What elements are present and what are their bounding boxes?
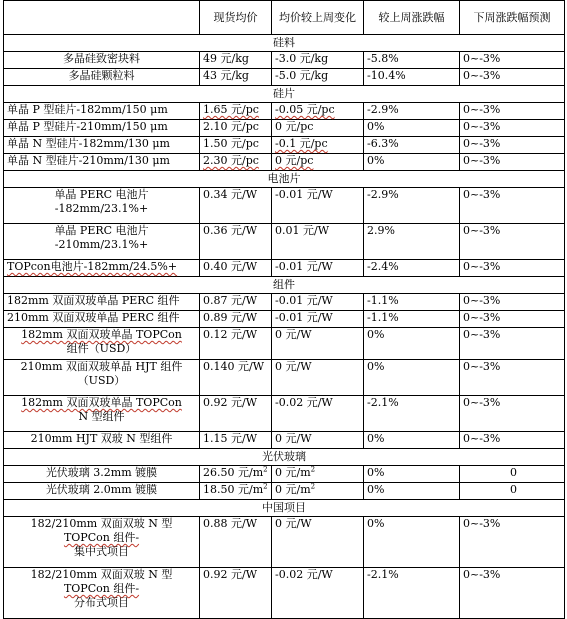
pct-change: 0% [364, 466, 460, 483]
header-weekly-change: 均价较上周变化 [272, 1, 364, 35]
superscript: 2 [263, 465, 268, 474]
forecast: 0~-3% [460, 52, 565, 69]
section-module [4, 277, 565, 294]
pct-change: -5.8% [364, 52, 460, 69]
spot-price: 0.34 元/W [200, 188, 272, 224]
pct-change: -2.4% [364, 260, 460, 277]
section-title: 硅片 [4, 86, 565, 103]
table-row [4, 466, 565, 483]
price-change: -0.01 元/W [272, 260, 364, 277]
product-name-line [7, 531, 196, 545]
price-change-value: 0 元/pc [275, 154, 314, 167]
header-forecast: 下周涨跌幅预测 [460, 1, 565, 35]
spot-price-value: 18.50 元/m [203, 483, 264, 496]
product-name-line: （USD） [77, 374, 126, 387]
product-name: 单晶 N 型硅片-210mm/130 μm [4, 154, 200, 171]
section-title: 硅料 [4, 35, 565, 52]
spot-price [200, 103, 272, 120]
forecast: 0~-3% [460, 69, 565, 86]
price-change: -0.02 元/W [272, 568, 364, 619]
spot-price: 0.92 元/W [200, 568, 272, 619]
product-name-line: 分布式项目 [74, 596, 129, 609]
section-polysilicon [4, 35, 565, 52]
product-name-text: TOPCon 组件- [63, 582, 140, 595]
table-row [4, 69, 565, 86]
pct-change: 0% [364, 360, 460, 396]
forecast: 0~-3% [460, 260, 565, 277]
product-name-line: 单晶 PERC 电池片 [54, 224, 149, 237]
table-row [4, 137, 565, 154]
pct-change: -1.1% [364, 294, 460, 311]
table-row [4, 396, 565, 432]
spot-price: 43 元/kg [200, 69, 272, 86]
pct-change: 0% [364, 120, 460, 137]
section-title: 电池片 [4, 171, 565, 188]
product-name-line: 集中式项目 [74, 545, 129, 558]
product-name-text: 182mm 双面双玻单晶 TOPCon [21, 396, 182, 409]
spot-price-value: 26.50 元/m [203, 466, 264, 479]
product-name: 单晶 P 型硅片-182mm/150 μm [4, 103, 200, 120]
pct-change: 0% [364, 328, 460, 360]
spot-price: 1.50 元/pc [200, 137, 272, 154]
product-name: 多晶硅致密块料 [4, 52, 200, 69]
spot-price: 0.40 元/W [200, 260, 272, 277]
forecast: 0~-3% [460, 294, 565, 311]
pct-change: 0% [364, 517, 460, 568]
price-change [272, 154, 364, 171]
spot-price [200, 483, 272, 500]
product-name: 182mm 双面双玻单晶 PERC 组件 [4, 294, 200, 311]
product-name-line: 182/210mm 双面双玻 N 型 [30, 517, 173, 530]
header-product [4, 1, 200, 35]
table-row [4, 311, 565, 328]
product-name-line: -210mm/23.1%+ [54, 238, 149, 251]
superscript: 2 [310, 465, 316, 474]
product-name: 光伏玻璃 2.0mm 镀膜 [4, 483, 200, 500]
product-name-line: 182/210mm 双面双玻 N 型 [30, 568, 173, 581]
forecast: 0~-3% [460, 311, 565, 328]
product-name-line: 组件（USD） [66, 342, 137, 355]
section-china-project [4, 500, 565, 517]
table-row [4, 52, 565, 69]
price-change-value: -0.1 元/pc [275, 137, 328, 150]
price-change: -0.01 元/W [272, 294, 364, 311]
table-row [4, 360, 565, 396]
forecast: 0 [460, 483, 565, 500]
product-name [4, 396, 200, 432]
price-change: -0.01 元/W [272, 311, 364, 328]
forecast: 0 [460, 466, 565, 483]
table-row [4, 188, 565, 224]
product-name: 210mm 双面双玻单晶 PERC 组件 [4, 311, 200, 328]
table-row [4, 483, 565, 500]
product-name-line [7, 328, 196, 342]
spot-price: 0.87 元/W [200, 294, 272, 311]
forecast: 0~-3% [460, 154, 565, 171]
price-change: 0 元/W [272, 432, 364, 449]
price-change: 0 元/W [272, 360, 364, 396]
product-name: 光伏玻璃 3.2mm 镀膜 [4, 466, 200, 483]
product-name-line: -182mm/23.1%+ [54, 202, 149, 215]
table-row [4, 568, 565, 619]
pct-change: -2.1% [364, 396, 460, 432]
price-change: 0.01 元/W [272, 224, 364, 260]
forecast: 0~-3% [460, 137, 565, 154]
spot-price: 0.140 元/W [200, 360, 272, 396]
pct-change: -2.1% [364, 568, 460, 619]
product-name-text: 182mm 双面双玻单晶 TOPCon [21, 328, 182, 341]
price-change-value: 0 元/m [275, 483, 311, 496]
superscript: 2 [263, 482, 268, 491]
pct-change: 0% [364, 154, 460, 171]
product-name-line [7, 582, 196, 596]
spot-price: 0.12 元/W [200, 328, 272, 360]
pct-change: -10.4% [364, 69, 460, 86]
spot-price [200, 466, 272, 483]
forecast: 0~-3% [460, 396, 565, 432]
table-row [4, 432, 565, 449]
product-name [4, 568, 200, 619]
table-row [4, 517, 565, 568]
spot-price: 0.89 元/W [200, 311, 272, 328]
forecast: 0~-3% [460, 517, 565, 568]
product-name-line: N 型组件 [78, 410, 125, 423]
price-change-value: -0.05 元/pc [275, 103, 335, 116]
product-name [4, 517, 200, 568]
table-row [4, 154, 565, 171]
spot-price-value: 2.30 元/pc [203, 154, 259, 167]
spot-price: 49 元/kg [200, 52, 272, 69]
table-row [4, 260, 565, 277]
spot-price: 0.88 元/W [200, 517, 272, 568]
product-name-line: 210mm 双面双玻单晶 HJT 组件 [20, 360, 183, 373]
pct-change: 0% [364, 432, 460, 449]
forecast: 0~-3% [460, 103, 565, 120]
pct-change: -2.9% [364, 188, 460, 224]
product-name-line [7, 396, 196, 410]
product-name-text: TOPCon 组件- [63, 531, 140, 544]
table-row [4, 120, 565, 137]
price-change: -5.0 元/kg [272, 69, 364, 86]
spot-price [200, 154, 272, 171]
table-row [4, 224, 565, 260]
pct-change: 2.9% [364, 224, 460, 260]
forecast: 0~-3% [460, 568, 565, 619]
price-table [3, 0, 565, 619]
superscript: 2 [310, 482, 316, 491]
product-name [4, 260, 200, 277]
price-change: 0 元/W [272, 517, 364, 568]
forecast: 0~-3% [460, 432, 565, 449]
section-title: 中国项目 [4, 500, 565, 517]
price-change: -0.02 元/W [272, 396, 364, 432]
spot-price-value: 1.65 元/pc [203, 103, 259, 116]
forecast: 0~-3% [460, 120, 565, 137]
table-row [4, 294, 565, 311]
product-name-text: TOPcon电池片-182mm/24.5%+ [7, 260, 178, 273]
forecast: 0~-3% [460, 328, 565, 360]
section-pv-glass [4, 449, 565, 466]
pct-change: 0% [364, 483, 460, 500]
price-change [272, 483, 364, 500]
forecast: 0~-3% [460, 188, 565, 224]
price-change [272, 103, 364, 120]
header-weekly-pct: 较上周涨跌幅 [364, 1, 460, 35]
forecast: 0~-3% [460, 360, 565, 396]
spot-price: 2.10 元/pc [200, 120, 272, 137]
product-name [4, 188, 200, 224]
product-name: 单晶 P 型硅片-210mm/150 μm [4, 120, 200, 137]
pct-change: -2.9% [364, 103, 460, 120]
table-row [4, 328, 565, 360]
price-change: -3.0 元/kg [272, 52, 364, 69]
price-change [272, 137, 364, 154]
section-wafer [4, 86, 565, 103]
product-name: 210mm HJT 双玻 N 型组件 [4, 432, 200, 449]
product-name [4, 360, 200, 396]
section-title: 组件 [4, 277, 565, 294]
price-change-value: 0 元/m [275, 466, 311, 479]
price-change: 0 元/pc [272, 120, 364, 137]
pct-change: -1.1% [364, 311, 460, 328]
forecast: 0~-3% [460, 224, 565, 260]
price-change: 0 元/W [272, 328, 364, 360]
pct-change: -6.3% [364, 137, 460, 154]
header-row [4, 1, 565, 35]
product-name-line: 单晶 PERC 电池片 [54, 188, 149, 201]
product-name: 单晶 N 型硅片-182mm/130 μm [4, 137, 200, 154]
product-name [4, 224, 200, 260]
product-name [4, 328, 200, 360]
product-name: 多晶硅颗粒料 [4, 69, 200, 86]
section-cell [4, 171, 565, 188]
spot-price: 0.36 元/W [200, 224, 272, 260]
price-change: -0.01 元/W [272, 188, 364, 224]
spot-price: 0.92 元/W [200, 396, 272, 432]
table-row [4, 103, 565, 120]
section-title: 光伏玻璃 [4, 449, 565, 466]
header-spot-price: 现货均价 [200, 1, 272, 35]
price-change [272, 466, 364, 483]
spot-price: 1.15 元/W [200, 432, 272, 449]
